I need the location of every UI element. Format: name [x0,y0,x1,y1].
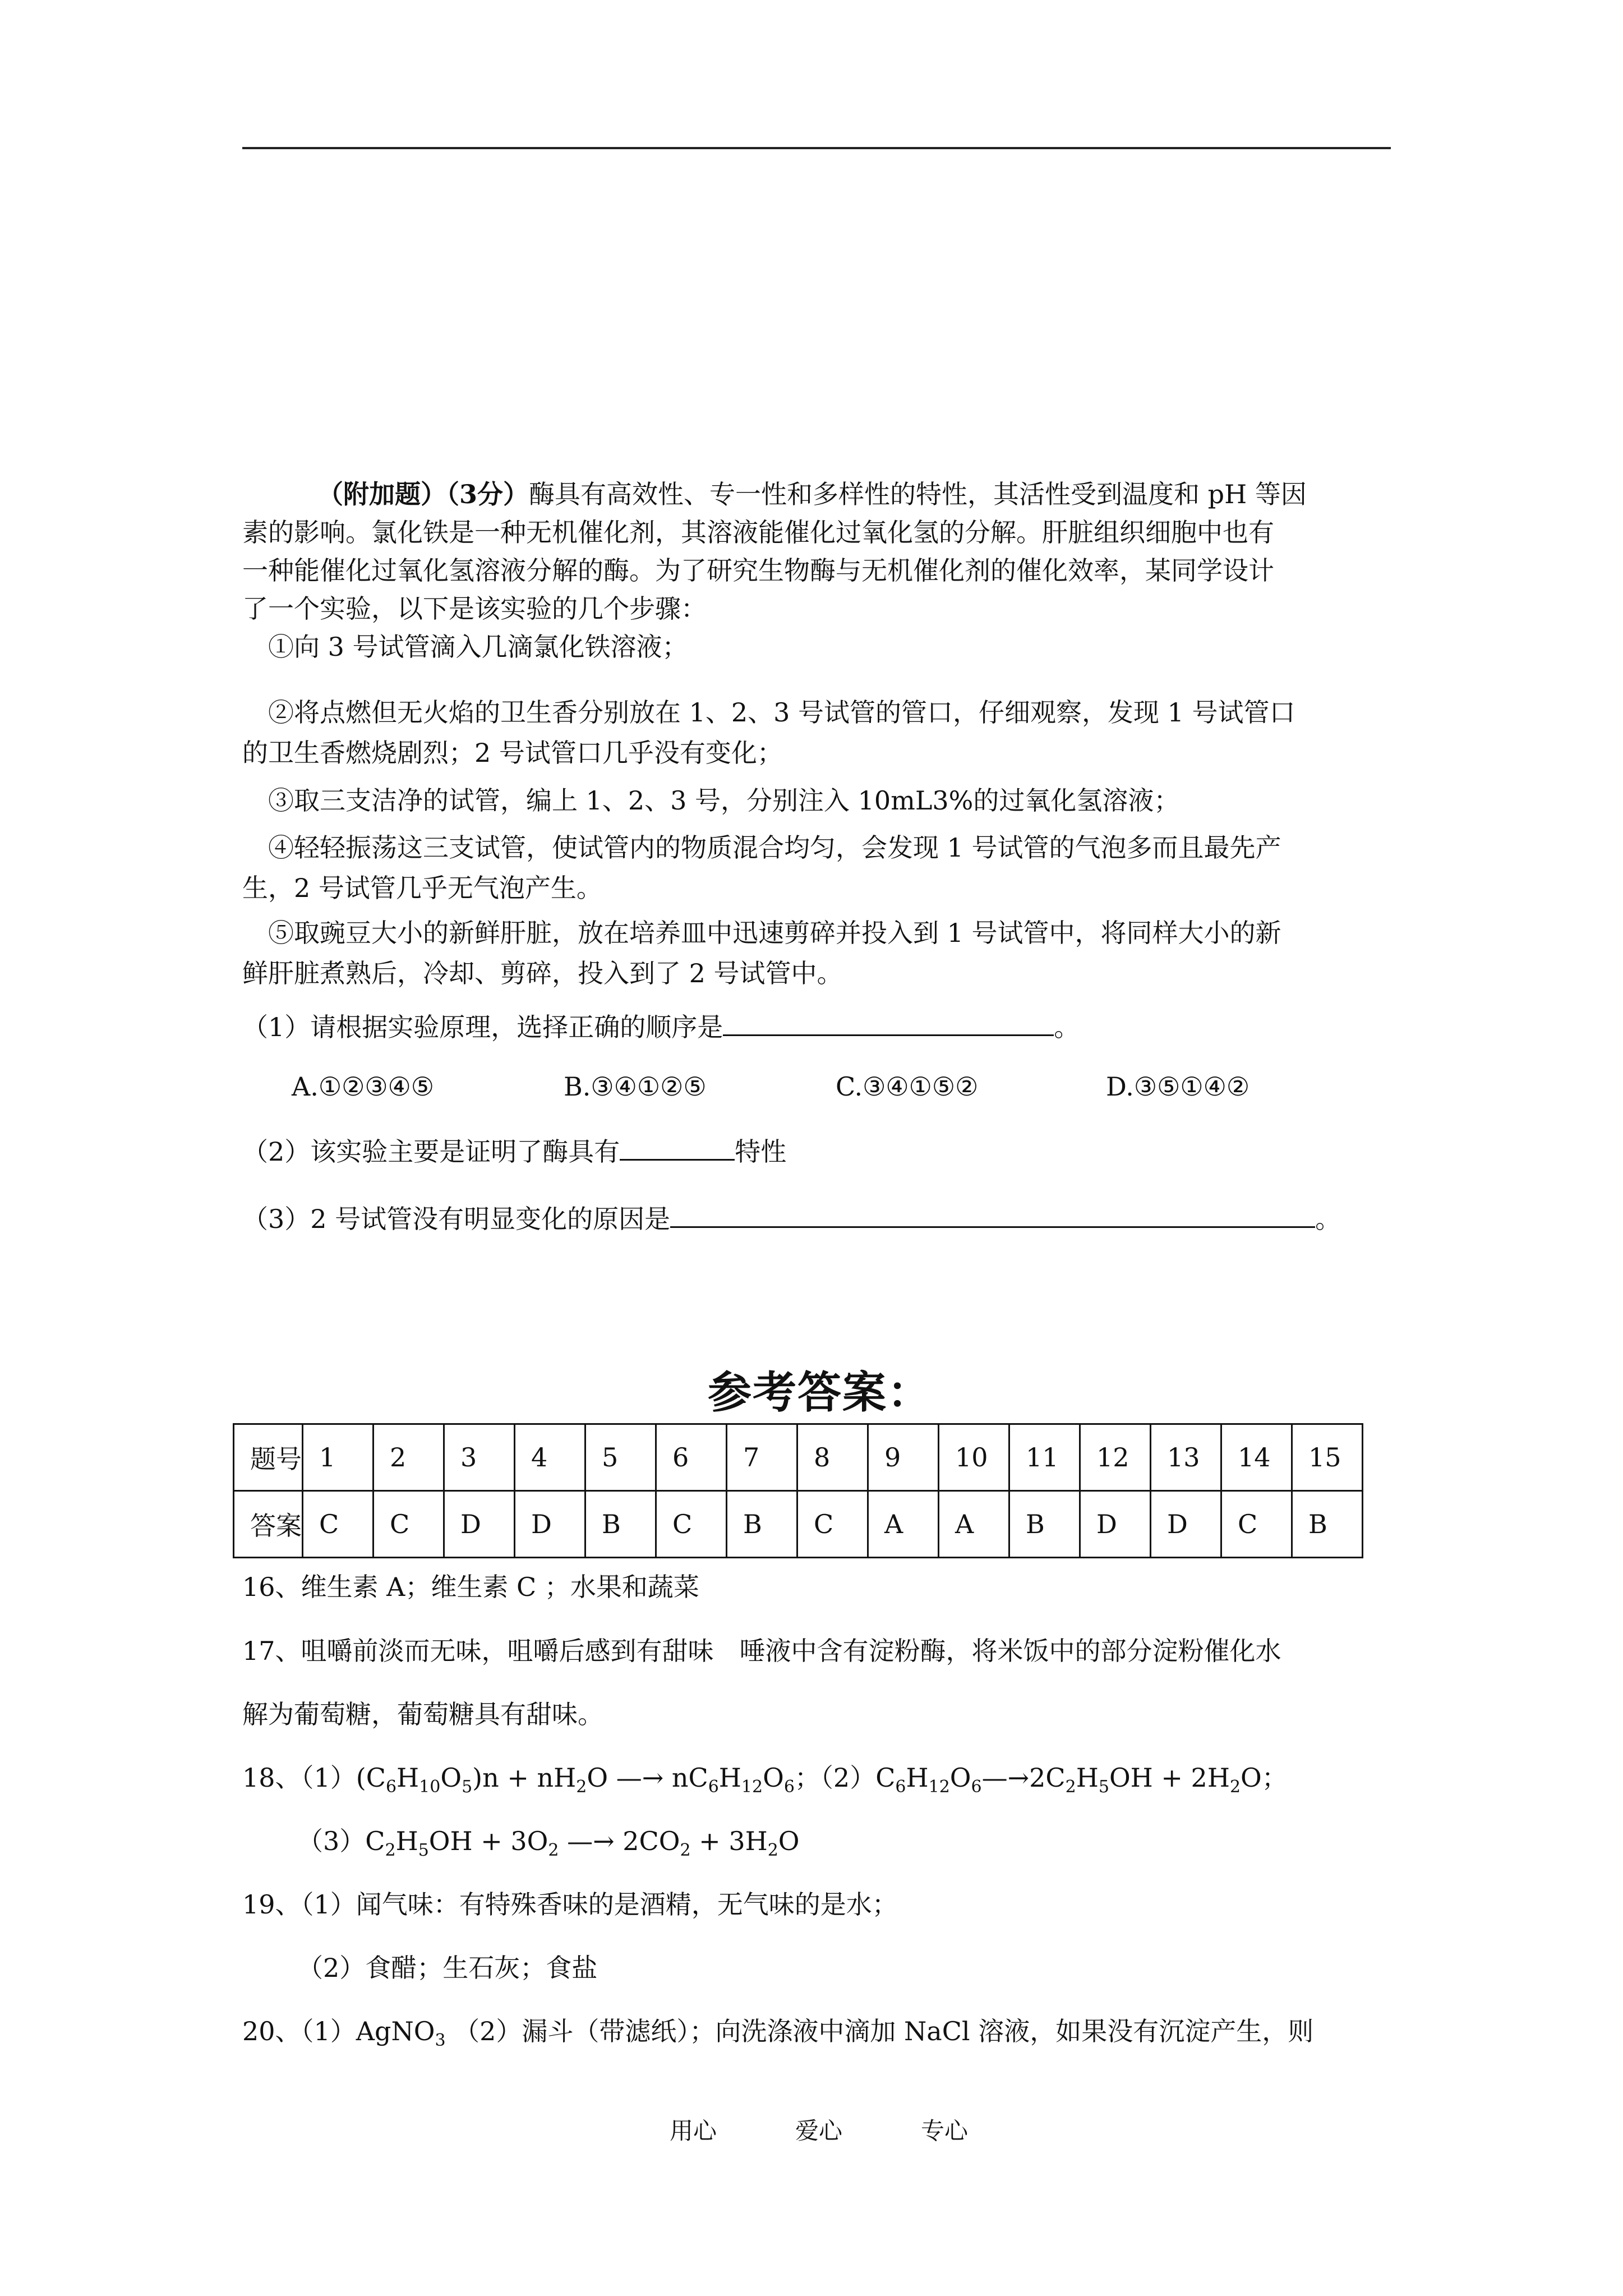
step-2-line-1: ②将点燃但无火焰的卫生香分别放在 1、2、3 号试管的管口，仔细观察，发现 1 号试管口 [268,697,1295,728]
header-rule [242,147,1391,149]
answer-19-line-2: （2）食醋；生石灰；食盐 [297,1953,598,1983]
question-intro-line-3: 一种能催化过氧化氢溶液分解的酶。为了研究生物酶与无机催化剂的催化效率，某同学设计 [242,555,1274,586]
step-1: ①向 3 号试管滴入几滴氯化铁溶液； [268,632,688,662]
table-cell: 1 [303,1424,374,1491]
answer-17-line-1: 17、咀嚼前淡而无味，咀嚼后感到有甜味 唾液中含有淀粉酶，将米饭中的部分淀粉催化水 [242,1636,1281,1666]
table-cell: B [727,1491,797,1558]
answer-blank-1[interactable] [723,1032,1054,1036]
step-2-line-2: 的卫生香燃烧剧烈；2 号试管口几乎没有变化； [242,738,783,768]
table-cell: 9 [868,1424,939,1491]
table-cell: C [374,1491,444,1558]
table-cell: 3 [444,1424,515,1491]
table-cell: D [515,1491,585,1558]
question-intro-line-1: （附加题）（3分）酶具有高效性、专一性和多样性的特性，其活性受到温度和 pH 等因 [317,479,1307,509]
table-cell: 10 [939,1424,1009,1491]
table-cell: C [1221,1491,1292,1558]
option-d: D.③⑤①④② [1106,1071,1250,1102]
table-cell: C [797,1491,868,1558]
table-cell: 7 [727,1424,797,1491]
table-cell: 12 [1080,1424,1151,1491]
table-cell: 11 [1009,1424,1080,1491]
answer-blank-2[interactable] [620,1157,735,1161]
table-cell: D [1080,1491,1151,1558]
step-3: ③取三支洁净的试管，编上 1、2、3 号，分别注入 10mL3%的过氧化氢溶液； [268,785,1180,816]
table-cell: 2 [374,1424,444,1491]
step-4-line-1: ④轻轻振荡这三支试管，使试管内的物质混合均匀，会发现 1 号试管的气泡多而且最先产 [268,832,1281,863]
answer-20: 20、（1）AgNO$_3$ （2）漏斗（带滤纸）；向洗涤液中滴加 NaCl 溶液，如果没有沉淀产生，则 [242,2016,1314,2050]
answer-blank-3[interactable] [670,1224,1315,1228]
table-cell: C [656,1491,727,1558]
table-cell: 4 [515,1424,585,1491]
table-cell: B [585,1491,656,1558]
table-cell: A [939,1491,1009,1558]
table-cell: 5 [585,1424,656,1491]
footer-text-2: 爱心 [795,2117,843,2145]
table-cell: B [1009,1491,1080,1558]
option-c: C.③④①⑤② [836,1071,979,1102]
option-b: B.③④①②⑤ [564,1071,707,1102]
question-intro-line-2: 素的影响。氯化铁是一种无机催化剂，其溶液能催化过氧化氢的分解。肝脏组织细胞中也有 [242,517,1274,547]
answer-19-line-1: 19、（1）闻气味：有特殊香味的是酒精，无气味的是水； [242,1889,898,1920]
footer-text-1: 用心 [670,2117,717,2145]
answer-18-line-1: 18、$(1)(C_6H_{10}O_5)n + nH_2O$ —→ $nC_6H_{12}O_6$；$(2)C_6H_{12}O_6—\to 2C_2H_5OH + 2H_2O$； [242,1763,1288,1797]
table-cell: 6 [656,1424,727,1491]
question-heading: （附加题）（3分） [317,479,529,509]
table-cell: B [1292,1491,1363,1558]
table-cell: C [303,1491,374,1558]
table-row-answers [234,1491,1363,1558]
table-cell: D [1151,1491,1221,1558]
answer-table [233,1423,1363,1558]
table-row-label: 题号 [234,1424,303,1491]
sub-question-2: （2）该实验主要是证明了酶具有 特性 [242,1137,787,1167]
answer-16: 16、维生素 A；维生素 C ；水果和蔬菜 [242,1572,699,1602]
table-cell: D [444,1491,515,1558]
table-row-label: 答案 [234,1491,303,1558]
sub-question-3: （3）2 号试管没有明显变化的原因是 。 [242,1204,1341,1234]
footer-text-3: 专心 [921,2117,969,2145]
option-a: A.①②③④⑤ [292,1071,435,1102]
answer-17-line-2: 解为葡萄糖，葡萄糖具有甜味。 [242,1699,603,1729]
step-4-line-2: 生，2 号试管几乎无气泡产生。 [242,873,602,903]
step-5-line-1: ⑤取豌豆大小的新鲜肝脏，放在培养皿中迅速剪碎并投入到 1 号试管中，将同样大小的新 [268,918,1281,948]
answers-title: 参考答案： [708,1368,933,1418]
table-cell: 13 [1151,1424,1221,1491]
table-row-numbers [234,1424,1363,1491]
table-cell: 15 [1292,1424,1363,1491]
table-cell: 14 [1221,1424,1292,1491]
step-5-line-2: 鲜肝脏煮熟后，冷却、剪碎，投入到了 2 号试管中。 [242,958,843,988]
table-cell: 8 [797,1424,868,1491]
answer-18-line-2: $(3)C_2H_5OH + 3O_2$ —→ $2CO_2 + 3H_2O$ [297,1826,800,1860]
table-cell: A [868,1491,939,1558]
question-intro-line-4: 了一个实验，以下是该实验的几个步骤： [242,593,707,624]
sub-question-1: （1）请根据实验原理，选择正确的顺序是 。 [242,1012,1080,1042]
